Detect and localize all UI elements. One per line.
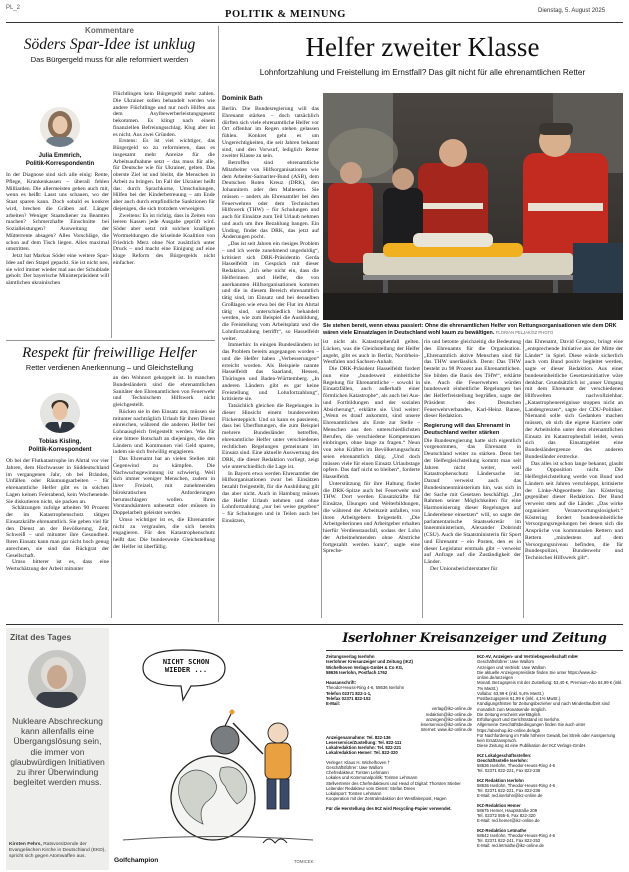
- section-divider: [218, 26, 219, 622]
- web-link[interactable]: Internet: www.ikz-online.de: [420, 727, 472, 733]
- respect-headline: Respekt für freiwillige Helfer: [22, 345, 197, 361]
- cartoon-credit: TOMICEK: [294, 859, 314, 864]
- paragraph: Betroffen sind ehrenamtliche Mitarbeiter von Hilfsorganisationen wie dem Arbeiter-Samariter-Bund (ASB), dem Deutschen Roten Kreuz (DRK), den Johannitern oder den Maltesern. Sie müssen – anders als Ehrenamtler bei den Feuerwehren oder dem Technischen Hilfswerk (THW) – für Schulungen und auch für Einsätze zum Teil Urlaub nehmen und auch um ihre Bezahlung bangen. Ein Unding, findet das DRK, das jetzt auf Änderungen pocht.: [222, 160, 319, 241]
- impressum-line: 58642 Iserlohn, Theodor-Heuss-Ring 4-6: [477, 832, 556, 838]
- phone-line: Anzeigenannahme: Tel. 822-136: [326, 734, 391, 740]
- bottom-section-rule: [6, 624, 623, 625]
- impressum-line: Monatl. Bezugspreis mit der Zustellung: 53,40 €, Premium-Abo 64,99 € (inkl. 7% MwSt.): [477, 680, 623, 691]
- impressum-line: Die Zeitung erscheint werktäglich.: [477, 711, 542, 717]
- impressum-line: Kooperation mit der Zentralredaktion der Westfalenpost, Hagen: [326, 796, 447, 802]
- paragraph: Unterstützung für ihre Haltung findet die DRK-Spitze auch bei Feuerwehr und THW. Dort werden Einsatzkräfte für Einsätze, Übungen und Weiterbildungen, die während der Arbeitszeit anfallen, von ihren Arbeitgebern freigestellt. „Die Arbeitgeberinnen und Arbeitgeber erhalten hierfür Verdienstausfall, sodass der Lohn der Arbeitnehmenden ohne Abstriche fortgezahlt werden kann“, sagte eine Spreche-: [323, 480, 420, 555]
- main-column-3: [424, 339, 521, 618]
- author-photo-kisling: [40, 393, 80, 433]
- impressum-line: Theodor-Heuss-Ring 4-6, 58636 Iserlohn: [326, 685, 405, 691]
- photo-caption: [323, 323, 623, 336]
- impressum-line: IKZ Lokalgeschäftsstellen:: [477, 752, 532, 758]
- header-rule: [6, 22, 623, 23]
- paragraph: Jetzt hat Markus Söder eine weitere Spar-Idee auf den Stapel gepackt. Sie ist nicht neu, sie wird immer wieder mal aus der Schublade geholt: Der bayerische Ministerpräsident will sämtlichen ukrainischen: [6, 253, 109, 286]
- main-subhead: Lohnfortzahlung und Freistellung im Ernstfall? Das gilt nicht für alle ehrenamtlichen Retter: [259, 68, 586, 77]
- paragraph: Schätzungen zufolge arbeiten 90 Prozent der im Katastrophenschutz tätigen Einsatzkräfte ehrenamtlich. Sie geben viel für den Dienst an der Bevölkerung, Zeit, Schweiß – und mitunter ihre Gesundheit. Ihren Einsatz kann man gar nicht hoch genug anrechnen, sie sind das Rückgrat der Gesellschaft.: [6, 505, 109, 559]
- impressum-line: Wichelhoven Verlags-GmbH & Co KG,: [326, 664, 404, 670]
- email-link[interactable]: leserservice@ikz-online.de: [420, 722, 472, 727]
- impressum-line: Vollabo: 63,99 € (inkl. 5,4% MwSt.): [477, 690, 544, 696]
- impressum-line: Geschäftsführer: Uwe Wallom: [477, 659, 534, 665]
- rescue-photo: [323, 93, 623, 320]
- author-role-emmrich: Politik-Korrespondentin: [25, 161, 95, 167]
- main-column-2: [323, 339, 420, 618]
- paragraph: an den Wohnort gekoppelt ist. In manchen Bundesländern sind die ehrenamtlichen Sanitäter den Ehrenamtlichen von Feuerwehr und Technischem Hilfswerk nicht gleichgestellt.: [113, 375, 215, 408]
- author-name-emmrich: Julia Emmrich,: [38, 153, 82, 159]
- author-role-kisling: Politik-Korrespondent: [28, 447, 92, 453]
- article-author: Dominik Bath: [222, 95, 263, 102]
- impressum-line: Iserlohner Kreisanzeiger und Zeitung (IKZ): [326, 659, 413, 665]
- page-date: Dienstag, 5. August 2025: [538, 8, 606, 14]
- impressum-line: Kündigungsfristen für Zeitungsbezieher und nach Mindestlaufzeit sind monatlich zum Monatsende möglich.: [477, 701, 610, 712]
- impressum-line: Tel. 02371 822-221, Fax 822-236: [477, 788, 541, 793]
- photo-credit: FLORIAN PELJAK/SZ PHOTO: [495, 329, 554, 335]
- impressum-line: 58675 Hemer, Hauptstraße 209: [477, 807, 538, 813]
- impressum-line: Leitender Redakteur vom Dienst: Stefan Drees: [326, 785, 416, 791]
- impressum-line: Hausanschrift:: [326, 680, 357, 685]
- comment-column-1: [6, 172, 109, 336]
- impressum-line: 58636 Iserlohn, Theodor-Heuss-Ring 4-6: [477, 763, 556, 768]
- respect-column-2: [113, 375, 215, 618]
- caption-text: Sie stehen bereit, wenn etwas passiert: Ohne die ehrenamtlichen Helfer von Rettungsorganisationen wie dem DRK wären viele Einsatzlagen in Deutschland wohl kaum zu bewältigen.: [323, 323, 617, 336]
- email-link[interactable]: redaktion@ikz-online.de: [425, 711, 472, 717]
- phone-line: Lokalredaktion Hemer: Tel. 822-320: [326, 750, 398, 756]
- divider: [111, 170, 112, 338]
- impressum-line: Zeitungsverlag Iserlohn: [326, 654, 375, 659]
- paragraph: Erstens: Es ist viel wichtiger, das Bürgergeld so zu reformieren, dass es insgesamt mehr Anreize für die Arbeitsaufnahme setzt – das muss für alle, für Deutsche wie für Ukrainer, gelten. Das oberste Ziel ist und bleibt, die Menschen in Arbeit zu bringen. Im Fall der Ukrainer heißt das: durch Sprachkurse, Umschulungen, Hilfen bei der Kinderbetreuung – am Ende aber auch durch empfindliche Sanktionen für diejenigen, die sich trotzdem verweigern.: [113, 138, 215, 212]
- quote-author-name: Kirsten Fehrs,: [9, 842, 42, 847]
- impressum-line: Telefax 02371 822-102: [326, 695, 371, 701]
- paragraph: „Das ist seit Jahren ein riesiges Problem – und ich werde zunehmend ungeduldig“, kritisiert sich DRK-Präsidentin Gerda Hasselfeldt im Gespräch mit dieser Redaktion. „Ich sehe nicht ein, dass die Helferinnen und Helfer, die von anerkannten Hilfsorganisationen kommen und die in diesem Bereich ehrenamtlich tätig sind, im Einsatz und bei denselben Großlagen wie etwa bei der Flut im Ahrtal tätig sind, unterschiedlich behandelt werden, wie zum Beispiel die Ausbildung, die Freistellung vom Arbeitsplatz und die Lohnfortzahlung betrifft“, so Hasselfeldt weiter.: [222, 241, 319, 342]
- impressum-masthead: Iserlohner Kreisanzeiger und Zeitung: [342, 631, 607, 646]
- quote-portrait: [28, 650, 86, 708]
- impressum-line: E-Mail:: [326, 701, 341, 706]
- impressum-line: 58636 Iserlohn, Postfach 1762: [326, 669, 388, 675]
- quote-heading: Zitat des Tages: [10, 632, 72, 642]
- cartoon-speech-text: NICHT SCHON WIEDER ...: [162, 658, 210, 674]
- impressum-line: Tel. 02371 822-241, Fax 822-252: [477, 838, 541, 843]
- author-photo-emmrich: [40, 107, 80, 147]
- quote-author: [9, 842, 106, 860]
- paragraph: Das Ehrenamt hat an vielen Stellen mit Gegenwind zu kämpfen. Die Nachwuchsgewinnung ist schwierig. Weil sich immer weniger Menschen, zudem in ihrer Freizeit, mit zunehmenden bürokratischen Anforderungen herumschlagen wollen. Ihren Vorstandsämtern unbesetzt oder müssen in Doppelarbeit geleistet werden.: [113, 456, 215, 516]
- quote-author-desc: Ratsvorsitzende der Evangelischen Kirche in Deutschland (EKD), spricht sich gegen Atomwaffen aus.: [9, 842, 106, 859]
- page-tag: PL_2: [6, 5, 21, 11]
- divider: [111, 456, 112, 618]
- divider: [321, 339, 322, 618]
- respect-subhead: Retter verdienen Anerkennung – und Gleichstellung: [25, 363, 194, 372]
- impressum-line: IKZ Redaktion Iserlohn: [477, 777, 524, 783]
- impressum-line: Die aktuelle Anzeigenpreisliste finden Sie unter https://www.ikz-online.de/anzeigen: [477, 669, 598, 680]
- article-subheading: Regierung will das Ehrenamt in Deutschland weiter stärken: [424, 423, 511, 436]
- paragraph: Zweitens: Es ist richtig, dass in Zeiten von leeren Kassen jede Ausgabe geprüft wird. Söder aber setzt mit solchen knalligen Wortmeldungen die kriselnde Koalition von Friedrich Merz ohne Not zusätzlich unter Druck – und macht eine Einigung auf eine kluge Reform des Bürgergelds nicht einfacher.: [113, 212, 215, 266]
- paragraph: Tatsächlich gleichen die Regelungen in dieser Hinsicht einem bundesweiten Flickenteppich. Und so kann es passieren, dass bei Überflutungen, die zum Beispiel mehrere Bundesländer betreffen, ehrenamtliche Helfer unter verschiedenen rechtlichen Regelungen gemeinsam im Einsatz sind. Eine aktuelle Auswertung des DRK, die dieser Redaktion vorliegt, zeigt wie unterschiedlich die Lage ist.: [222, 403, 319, 470]
- paragraph: das Ehrenamt, David Gregosz, bringt eine „entsprechende Initiative aus der Mitte der Länder“ in Spiel. Diese würde sicherlich auch vom Bund positiv begleitet werden, sagte er dieser Redaktion. Aus einer bundeseinheitliche Gesetzesinitiative wäre denkbar. Grundsätzlich ist „unser Umgang mit dem Ehrenamt der verschiedenen Hilfswelten nachvollziehbar. „Katastrophenereignisse stoppen nicht an Landesgrenzen“, sagte der CDU-Politiker. Niemand solle sich Gedanken machen müssen, ob sich die eigene Karriere oder der Arbeitslohn unter dem ehrenamtlichen Einsatz im Katastrophenfall leidet, wenn sich das Einsatzgebiet eine Bundesländergrenze des anderen Bundesländer erstrecke.: [525, 339, 623, 460]
- paragraph: Die DRK-Präsident Hasselfeldt fordert nun eine „bundesweit einheitliche Regelung für Ehrenamtliche – sowohl in Einsatzfällen, auch außerhalb einer förmlichen Katastrophe“, als auch bei Aus- und Fortbildungen und der sozialen Absicherung“, erklärte sie. Und weiter: „Wenn es drauf ankommt, sind unsere Ehrenamtlichen als Erste zur Stelle – Menschen aus den unterschiedlichsten Berufen, die verschiedene Kompetenzen einbringen, ohne lange zu fragen.“ Neun von zehn Kräften im Bevölkerungsschutz seien ehrenamtlich tätig. „Und doch müssen viele für einen Einsatz Urlaubstage opfern. Das darf nicht so bleiben“, forderte Hasselfeldt.: [323, 366, 420, 480]
- impressum-line: Chefredakteur: Torsten Lehmann: [326, 770, 389, 775]
- section-title: POLITIK & MEINUNG: [225, 9, 347, 20]
- impressum-line: Tel. 02371 822-221, Fax 822-236: [477, 768, 541, 774]
- comment-kicker: Kommentare: [85, 26, 134, 35]
- paragraph: Berlin. Die Bundesregierung will das Ehrenamt stärken – doch tatsächlich dürften sich viele ehrenamtliche Helfer vor Ort offenbar im Regen stehen gelassen fühlen. Konkret geht es um Ungerechtigkeiten, die seit Jahren bekannt sind, und den Vorwurf, lediglich Retter zweiter Klasse zu sein.: [222, 106, 319, 160]
- impressum-line: Erfüllungsort und Gerichtsstand ist Iserlohn.: [477, 717, 561, 722]
- phone-line: Lokalredaktion Iserlohn: Tel. 822-221: [326, 745, 402, 750]
- paragraph: Immerhin: In einigen Bundesländern ist das Problem bereits angegangen worden – und die Helfer haben „Verbesserungen“ erreicht worden. Als Beispiele nannte Hasselfeldt das Saarland, Hessen, Thüringen und Baden-Württemberg. „In anderen Ländern gibt es gar keine Freistellung und Lohnfortzahlung“, kritisierte sie.: [222, 342, 319, 403]
- impressum-line: 58636 Iserlohn, Theodor-Heuss-Ring 4-6: [477, 782, 556, 788]
- phone-line: Leserservice/Zustellung: Tel. 822-111: [326, 739, 402, 745]
- paragraph: In Bayern etwa werden Ehrenamtler der Hilfsorganisationen zwar bei Einsätzen bezahlt freigestellt, für die Ausbildung gilt das aber nicht. Auch in Hamburg müssen die Helfer Urlaub nehmen und ohne Lohnfortzahlung „nur bei weise gegeben“ – für Schulungen und in Teilen auch bei Einsätzen,: [222, 470, 319, 524]
- quote-text: Nukleare Abschreckung kann allenfalls eine Übergangslösung sein, die immer von glaubwürdigen Initiativen zu ihrer Überwindung begleitet werden muss.: [10, 716, 105, 788]
- paragraph: Der Unionsberichterstatter für: [430, 565, 498, 572]
- impressum-line: IKZ-Redaktion Letmathe: [477, 827, 527, 833]
- paragraph: Ob bei der Flutkatastrophe im Ahrtal vor vier Jahren, dem Hochwasser in Süddeutschland im vergangenen Jahr, ob bei Bränden, Unfällen oder Räumungsarbeiten – für ehrenamtliche Helfer gibt es in solchen Lagen keinen Feierabend, kein Wochenende. Sie diskutieren nicht, sie packen an.: [6, 458, 109, 505]
- impressum-column-b: [477, 654, 623, 868]
- impressum-line: Verleger: Klaus H. Wichelhoven †: [326, 759, 391, 765]
- paragraph: Flüchtlingen kein Bürgergeld mehr zahlen. Die Ukrainer sollen behandelt werden wie andere Flüchtlinge und nur noch Hilfen aus dem Asylbewerberleistungsgesetz bekommen. Es klingt nach einem finanziellen Befreiungsschlag. Klug aber ist es nicht. Aus zwei Gründen.: [113, 91, 215, 138]
- impressum-line: Tel. 02372 555-5, Fax 822-320: [477, 813, 536, 818]
- impressum-line: Stellvertreter des Chefredakteurs und Head of Digital: Thorsten Stieber: [326, 780, 461, 786]
- email-link[interactable]: E-Mail: red.hemer@ikz-online.de: [477, 818, 540, 824]
- impressum-column-a: [326, 654, 472, 811]
- impressum-line: Geschäftsstelle Iserlohn:: [477, 757, 529, 763]
- email-link[interactable]: verlag@ikz-online.de: [431, 706, 472, 712]
- impressum-line: Für Nachforderung im Falle höherer Gewalt, bei Streik oder Aussperrung kein Ersatzanspruch.: [477, 732, 616, 743]
- impressum-line: Telefon 02371 822-1-1,: [326, 690, 372, 696]
- respect-column-1: [6, 458, 109, 618]
- divider: [6, 340, 215, 341]
- divider: [422, 339, 423, 618]
- impressum-line: Lokales und Kommunalpolitik: Torsten Lehmann: [326, 775, 418, 781]
- main-column-1: [222, 106, 319, 618]
- email-link[interactable]: E-Mail: red.letmathe@ikz-online.de: [477, 843, 544, 849]
- impressum-line: Lokalsport: Torsten Lehmann: [326, 791, 382, 796]
- impressum-line: Postbezugspreis 61,99 € (inkl. 4,1% MwSt.).: [477, 696, 562, 701]
- masthead-rule: [326, 650, 623, 651]
- impressum-line: Allgemeine Geschäftsbedingungen finden Sie auch unter https://abоshop.ikz-online.de/agb: [477, 722, 586, 733]
- paragraph: Die Bundesregierung hatte sich eigentlich vorgenommen, das Ehrenamt in Deutschland weiter zu stärken. Denn bei der Helfergleichstellung kommt man seit Jahren nicht weiter, weil Katastrophenschutz Ländersache ist. Darauf verweist auch das Bundesinnenministerium hin, was sich in der Sache mit Gesetzen beschäftigt. „Im Rahmen seiner Möglichkeiten für eine Harmonisierung dieser Regelungen auf Länderebene einsetzen“ will, so sagte der parlamentarische Staatssekretär im Innenministerium, Alexander Dobrindt (CSU). Auch die Staatsministerin für Sport und Ehrenamt – ein Posten, den es in dieser Legislatur erstmals gibt – verweist auf Anfrage auf die Zuständigkeit der Länder.: [424, 437, 521, 566]
- impressum-line: IKZ-Redaktion Hemer: [477, 802, 521, 808]
- paragraph: In der Diagnose sind sich alle einig: Rente, Pflege, Krankenkassen – überall fehlen Milliarden. Die allermeisten gehen auch mit, wenn es heißt: Lasst uns schauen, wo der Staat sparen kann. Doch sobald es konkret wird, brechen die Gräben auf. Länger arbeiten? Weniger Staatsdiener zu Beamten machen? Schmerzhafte Einschnitte bei Sozialleistungen? Ausweitung der Mütterrente absagen? Alles Vorschläge, die schon auf dem Tisch liegen. Alles maximal umstritten.: [6, 172, 109, 253]
- main-headline: Helfer zweiter Klasse: [305, 32, 540, 62]
- paragraph: ist nicht als Katastrophenfall gelten. Lücken, was die Gleichstellung der Helfer angeht, gibt es auch in Berlin, Nordrhein-Westfalen und Sachsen-Anhalt.: [323, 339, 420, 366]
- impressum-line: IKZ-AV, Anzeigen- und Vertriebsgesellschaft mbH: [477, 654, 578, 659]
- paragraph: Umso bitterer ist es, dass eine Wertschätzung der Arbeit mitunter: [6, 559, 109, 572]
- impressum-line: Diese Zeitung ist eine Publikation der IKZ Verlags-GmbH.: [477, 743, 587, 749]
- cartoon-title: Golfchampion: [114, 857, 159, 864]
- impressum-line: Anzeigen und Vertrieb: Uwe Wallom: [477, 664, 546, 670]
- paragraph: Rücken sie in den Einsatz aus, müssen sie mitunter nachträglich Urlaub für ihren Dienst einreichen, während die anderen Helfer bei Lohnausgleich freigestellt werden. Was für eine bittere Botschaft an diejenigen, die den Ländern und Kommunen viel Geld sparen, indem sie sich freiwillig engagieren.: [113, 408, 215, 456]
- main-column-4: [525, 339, 623, 618]
- author-name-kisling: Tobias Kisling,: [38, 439, 82, 445]
- paragraph: Das alles ist schon lange bekannt, glaubt die Opposition nicht. Die Helfergleichstellung werde von Bund und Ländern seit Jahren verschleppt, kritisierte der Linke-Abgeordnete Jan Köstering gegenüber dieser Redaktion. Der Bund verweist stets auf die Länder. „Das wirke organisiert Verantwortungslosigkeit.“ Köstering fordert bundeseinheitliche Versorgungsregelungen bei denen sich die Ansprüche von kommunalen Rettern und Rettern „mindestens auf dem Versorgungsniveau befinden, die für Bundespolizei, Bundeswehr und Technisches Hilfswerk gilt“.: [525, 460, 623, 561]
- comment-column-2: [113, 91, 215, 336]
- divider: [523, 339, 524, 618]
- impressum-line: Für die Herstellung des IKZ wird Recycling-Papier verwendet.: [326, 805, 452, 811]
- email-link[interactable]: E-Mail: red.iserlohn@ikz-online.de: [477, 793, 543, 799]
- cartoon: [113, 628, 321, 860]
- quote-box: [6, 628, 109, 870]
- paragraph: Umso wichtiger ist es, die Ehrenamtler nicht zu vergraulen, die sich bereits engagieren. Für den Katastrophenschutz heißt das: Die bundesweite Gleichstellung der Helfer ist überfällig.: [113, 516, 215, 550]
- impressum-line: Geschäftsführer: Uwe Wallom: [326, 764, 383, 770]
- paragraph: rin und betonte gleichzeitig die Bedeutung des Ehrenamts für die Organisation. „Ehrenamtlich aktive Menschen sind für das THW unerlässlich. Denn: Das THW besteht zu 98 Prozent aus Ehrenamtlichen. Sie bilden die Basis des THW“, erklärte sie. Auch die Feuerwehren würden bundesweit einheitliche Regelungen bei der Helferfreistellung begrüßen, sagte der Präsident des Deutschen Feuerwehrverbandes, Karl-Heinz Banse, dieser Redaktion.: [424, 339, 521, 420]
- email-link[interactable]: anzeigen@ikz-online.de: [426, 716, 472, 722]
- comment-headline: Söders Spar-Idee ist unklug: [23, 36, 196, 53]
- comment-subhead: Das Bürgergeld muss für alle reformiert werden: [30, 55, 189, 64]
